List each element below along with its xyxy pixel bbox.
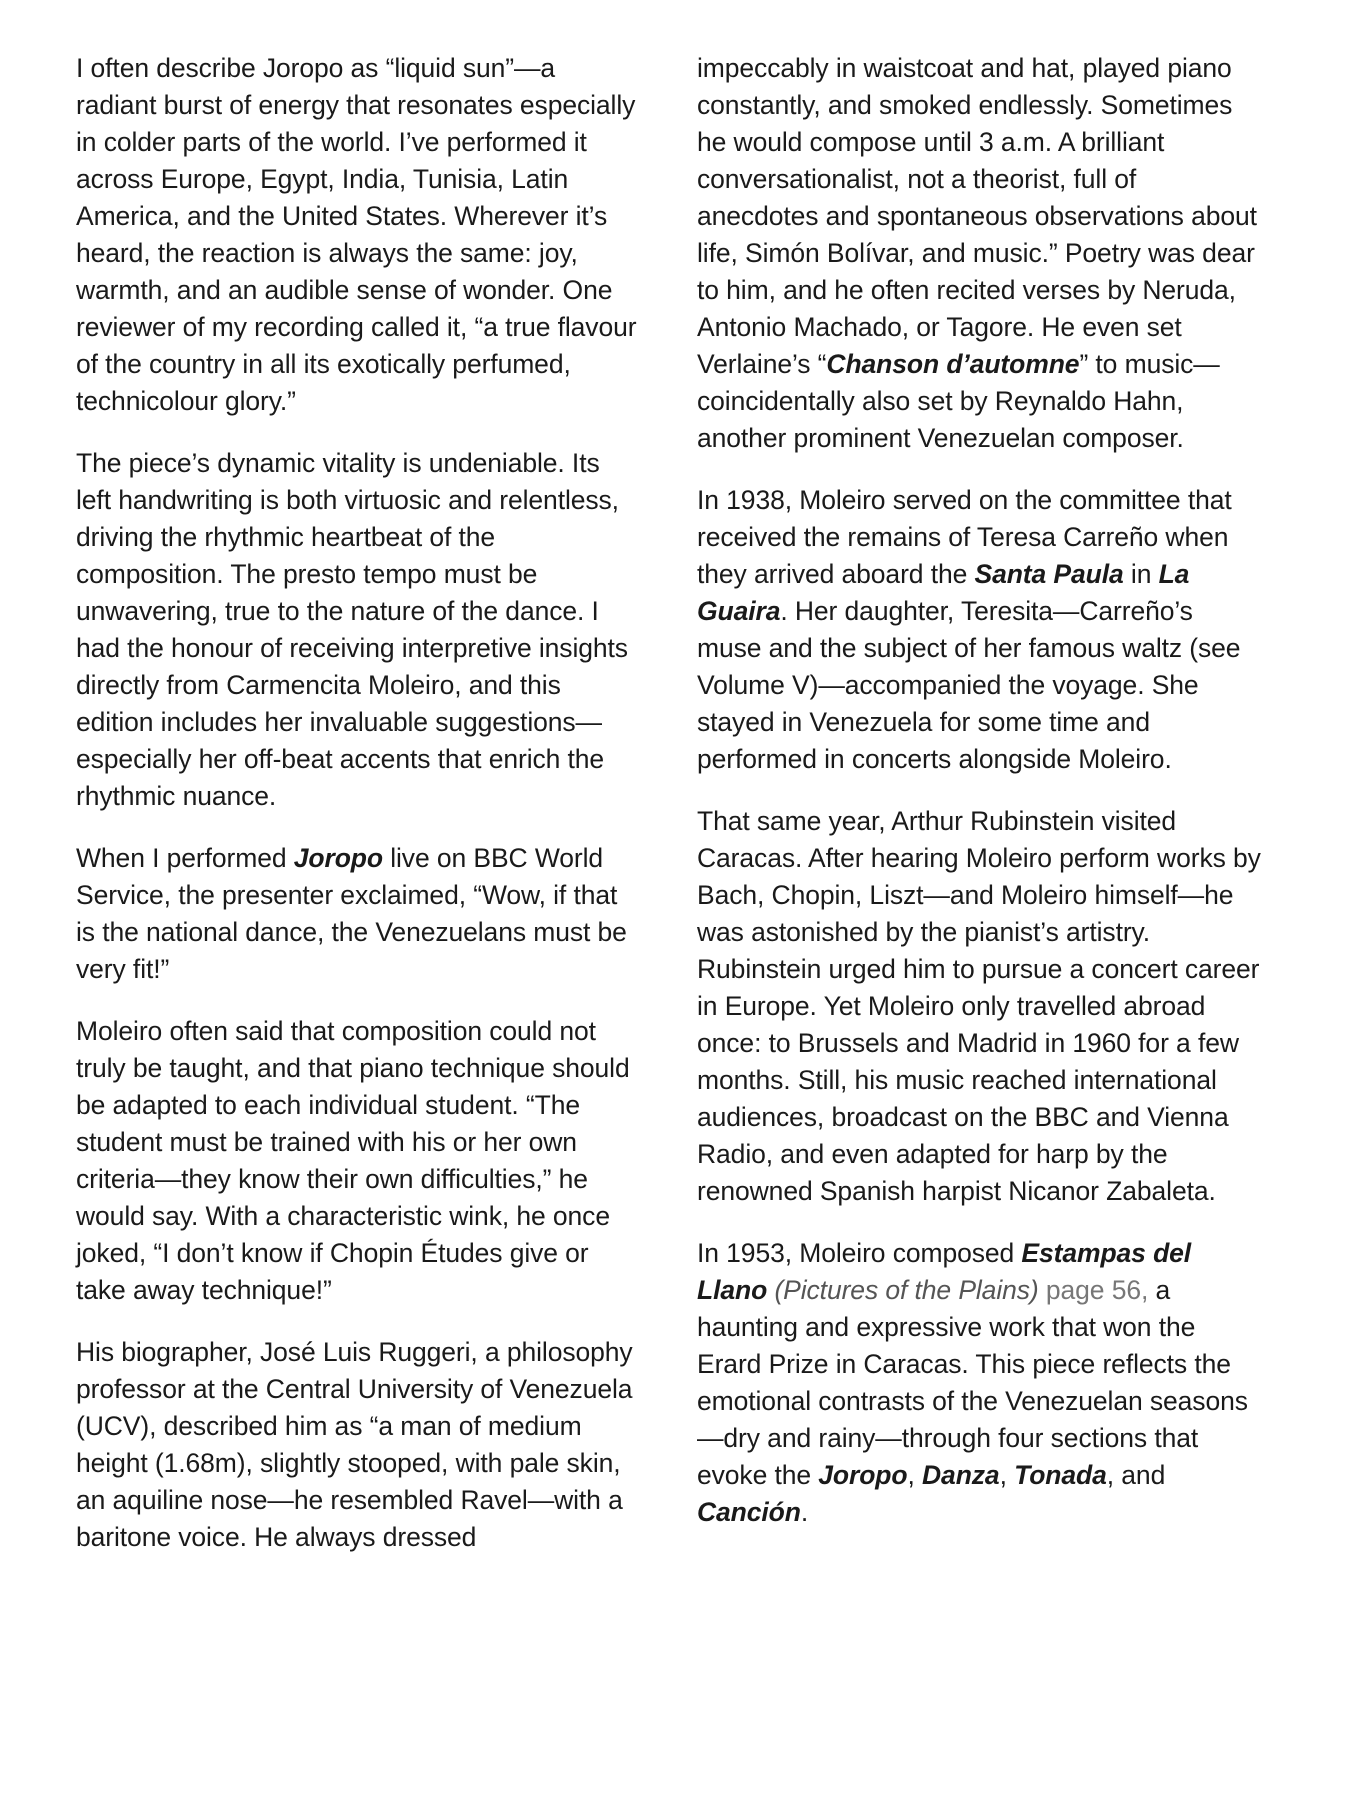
work-subtitle-pictures-of-the-plains: (Pictures of the Plains) — [774, 1275, 1039, 1305]
left-column — [76, 50, 641, 1581]
text-run: . — [800, 1497, 809, 1527]
work-title-chanson-dautomne: Chanson d’automne — [826, 349, 1080, 379]
paragraph-bbc-performance — [76, 840, 641, 988]
right-column — [697, 50, 1262, 1556]
text-run: a haunting and expressive work that won the Erard Prize in Caracas. This piece reflects the emotional contrasts of the Venezuelan seasons—dry and rainy—through four sections that evoke the — [697, 1275, 1248, 1490]
place-name-la-guaira: La Guaira — [697, 559, 1190, 626]
work-title-estampas-del-llano: Estampas del Llano — [697, 1238, 1192, 1305]
text-run — [1039, 1275, 1046, 1305]
text-run: Moleiro often said that composition could not truly be taught, and that piano technique should be adapted to each individual student. “The student must be trained with his or her own criteria—they know their own difficulties,” he would say. With a characteristic wink, he once joked, “I don’t know if Chopin Études give or take away technique!” — [76, 1016, 630, 1305]
text-run: in — [1123, 559, 1159, 589]
text-run: impeccably in waistcoat and hat, played piano constantly, and smoked endlessly. Sometimes he would compose until 3 a.m. A brilliant conversationalist, not a theorist, full of anecdotes and spontaneous observations about life, Simón Bolívar, and music.” Poetry was dear to him, and he often recited verses by Neruda, Antonio Machado, or Tagore. He even set Verlaine’s “ — [697, 53, 1257, 379]
text-run: That same year, Arthur Rubinstein visited Caracas. After hearing Moleiro perform works by Bach, Chopin, Liszt—and Moleiro himself—he was astonished by the pianist’s artistry. Rubinstein urged him to pursue a concert career in Europe. Yet Moleiro only travelled abroad once: to Brussels and Madrid in 1960 for a few months. Still, his music reached international audiences, broadcast on the BBC and Vienna Radio, and even adapted for harp by the renowned Spanish harpist Nicanor Zabaleta. — [697, 806, 1261, 1206]
paragraph-composition-teaching — [76, 1013, 641, 1309]
page-reference-link[interactable]: page 56, — [1045, 1275, 1149, 1305]
paragraph-biography-continued — [697, 50, 1262, 457]
text-run: , — [999, 1460, 1015, 1490]
ship-name-santa-paula: Santa Paula — [974, 559, 1124, 589]
paragraph-1938-committee — [697, 482, 1262, 778]
text-run: I often describe Joropo as “liquid sun”—a radiant burst of energy that resonates especially in colder parts of the world. I’ve performed it across Europe, Egypt, India, Tunisia, Latin America, and the United States. Wherever it’s heard, the reaction is always the same: joy, warmth, and an audible sense of wonder. One reviewer of my recording called it, “a true flavour of the country in all its exotically perfumed, technicolour glory.” — [76, 53, 637, 416]
text-run: The piece’s dynamic vitality is undeniable. Its left handwriting is both virtuosic and relentless, driving the rhythmic heartbeat of the composition. The presto tempo must be unwavering, true to the nature of the dance. I had the honour of receiving interpretive insights directly from Carmencita Moleiro, and this edition includes her invaluable suggestions—especially her off-beat accents that enrich the rhythmic nuance. — [76, 448, 628, 811]
section-title-danza: Danza — [922, 1460, 1000, 1490]
section-title-cancion: Canción — [697, 1497, 801, 1527]
text-run: When I performed — [76, 843, 294, 873]
text-run: . Her daughter, Teresita—Carreño’s muse and the subject of her famous waltz (see Volume V)—accompanied the voyage. She stayed in Venezuela for some time and performed in concerts alongside Moleiro. — [697, 596, 1241, 774]
section-title-tonada: Tonada — [1014, 1460, 1107, 1490]
text-run: ” to music—coincidentally also set by Reynaldo Hahn, another prominent Venezuelan composer. — [697, 349, 1220, 453]
text-run: In 1953, Moleiro composed — [697, 1238, 1022, 1268]
text-run: His biographer, José Luis Ruggeri, a philosophy professor at the Central University of Venezuela (UCV), described him as “a man of medium height (1.68m), slightly stooped, with pale skin, an aquiline nose—he resembled Ravel—with a baritone voice. He always dressed — [76, 1337, 633, 1552]
text-run: In 1938, Moleiro served on the committee that received the remains of Teresa Carreño when they arrived aboard the — [697, 485, 1232, 589]
paragraph-dynamic-vitality — [76, 445, 641, 815]
text-run: , and — [1106, 1460, 1166, 1490]
paragraph-rubinstein — [697, 803, 1262, 1210]
work-title-joropo: Joropo — [293, 843, 383, 873]
section-title-joropo: Joropo — [818, 1460, 908, 1490]
paragraph-estampas-del-llano — [697, 1235, 1262, 1531]
text-run: , — [907, 1460, 923, 1490]
text-run: live on BBC World Service, the presenter exclaimed, “Wow, if that is the national dance, the Venezuelans must be very fit!” — [76, 843, 627, 984]
paragraph-joropo-liquid-sun — [76, 50, 641, 420]
paragraph-biographer — [76, 1334, 641, 1556]
